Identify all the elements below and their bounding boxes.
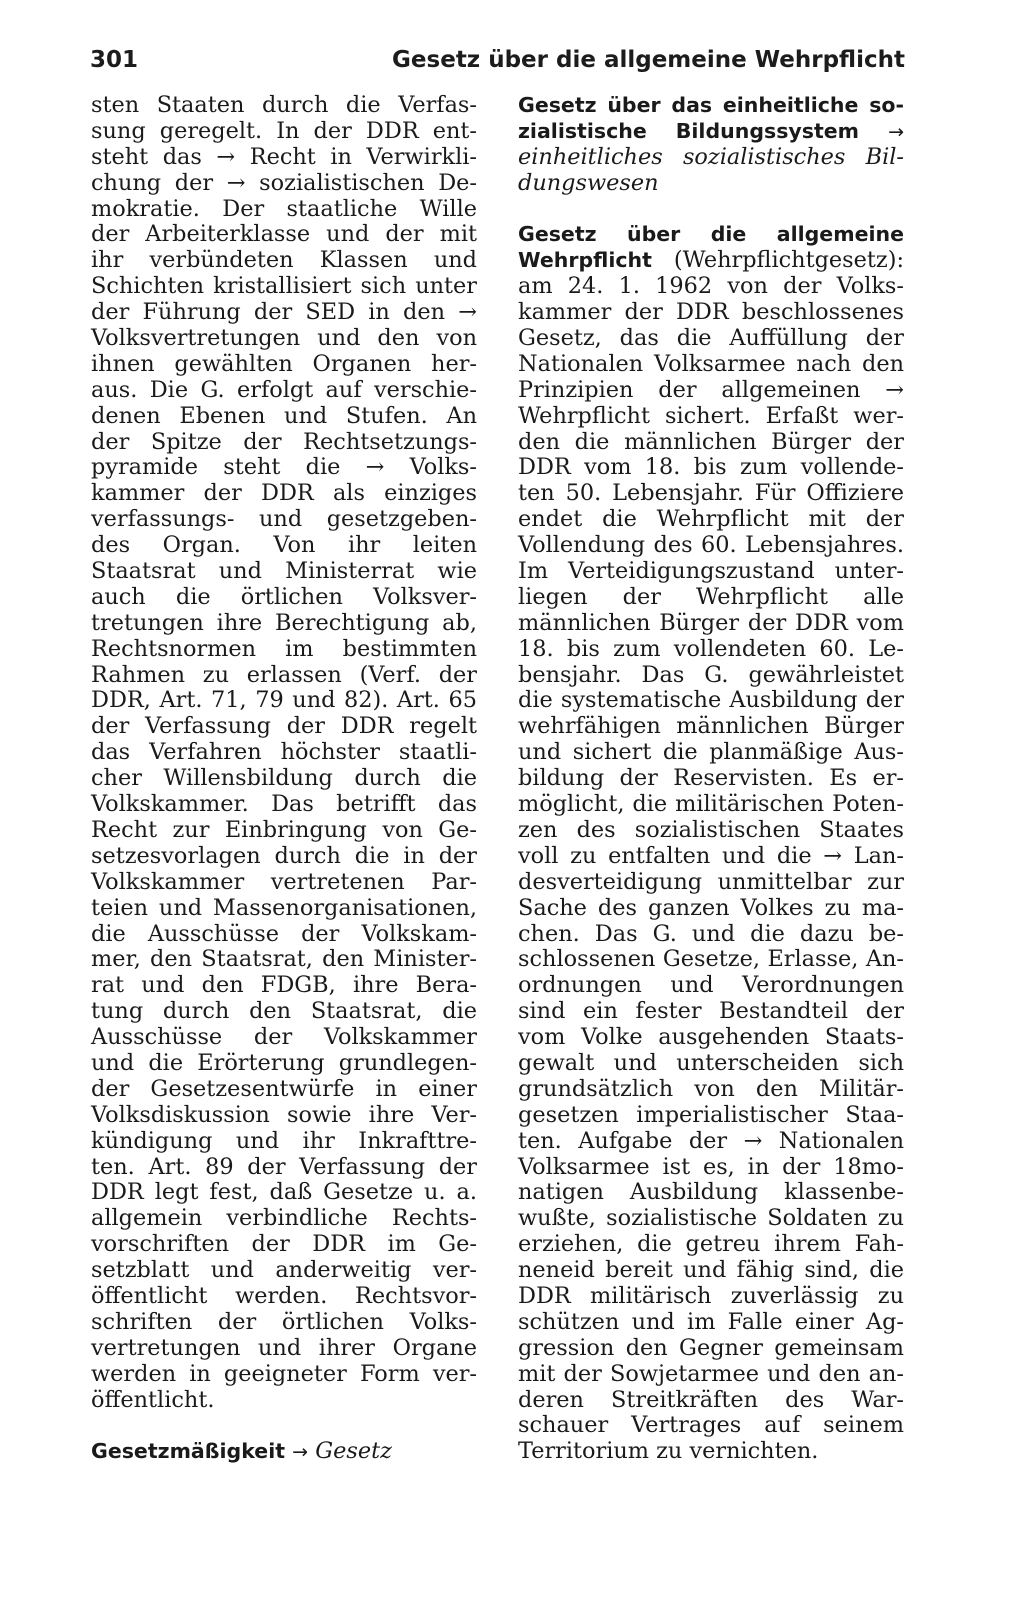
text-line: öffentlicht werden. Rechtsvor-	[91, 1282, 477, 1309]
text-line: Volksvertretungen und den von	[91, 325, 477, 352]
text-line: ordnungen und Verordnungen	[518, 972, 904, 999]
text-line: Rahmen zu erlassen (Verf. der	[91, 661, 477, 688]
text-line: neneid bereit und fähig sind, die	[518, 1257, 904, 1284]
text-line: desverteidigung unmittelbar zur	[518, 868, 904, 895]
text-line: rat und den FDGB, ihre Bera-	[91, 972, 477, 999]
text-line: kammer der DDR beschlossenes	[518, 299, 904, 326]
text-line: der Arbeiterklasse und der mit	[91, 221, 477, 248]
cross-reference-link[interactable]: einheitliches sozialistisches Bil-	[518, 143, 904, 170]
text-line: der Gesetzesentwürfe in einer	[91, 1075, 477, 1102]
text-line: des Organ. Von ihr leiten	[91, 532, 477, 559]
text-line: Ausschüsse der Volkskammer	[91, 1024, 477, 1051]
entry-heading-line	[518, 248, 904, 274]
text-line: und die Erörterung grundlegen-	[91, 1049, 477, 1076]
text-line: tretungen ihre Berechtigung ab,	[91, 609, 477, 636]
text-line: Prinzipien der allgemeinen →	[518, 376, 904, 403]
text-line: DDR militärisch zuverlässig zu	[518, 1282, 904, 1309]
text-line: vom Volke ausgehenden Staats-	[518, 1024, 904, 1051]
text-line: der Spitze der Rechtsetzungs-	[91, 428, 477, 455]
text-line: werden in geeigneter Form ver-	[91, 1360, 477, 1387]
text-line: aus. Die G. erfolgt auf verschie-	[91, 376, 477, 403]
entry-term: Gesetzmäßigkeit	[91, 1439, 286, 1464]
left-column	[91, 93, 477, 1465]
text-line: Schichten kristallisiert sich unter	[91, 273, 477, 300]
text-line: tung durch den Staatsrat, die	[91, 998, 477, 1025]
text-line: Recht zur Einbringung von Ge-	[91, 816, 477, 843]
text-line: wehrfähigen männlichen Bürger	[518, 713, 904, 740]
text-line: Nationalen Volksarmee nach den	[518, 350, 904, 377]
cross-reference-arrow: →	[888, 120, 904, 143]
text-line: Territorium zu vernichten.	[518, 1438, 819, 1465]
text-line: am 24. 1. 1962 von der Volks-	[518, 273, 904, 300]
page-header	[90, 40, 905, 80]
text-line: ten 50. Lebensjahr. Für Offiziere	[518, 480, 904, 507]
text-line: Sache des ganzen Volkes zu ma-	[518, 894, 904, 921]
text-line: ihnen gewählten Organen her-	[91, 350, 477, 377]
cross-reference-link[interactable]: Gesetz	[315, 1438, 392, 1465]
text-line: wußte, sozialistische Soldaten zu	[518, 1205, 904, 1232]
entry-spacer	[518, 197, 904, 223]
text-line: Staatsrat und Ministerrat wie	[91, 558, 477, 585]
text-line: Volkskammer. Das betrifft das	[91, 791, 477, 818]
cross-reference-arrow: →	[292, 1441, 309, 1464]
text-line: DDR legt fest, daß Gesetze u. a.	[91, 1179, 477, 1206]
text-line: der Führung der SED in den →	[91, 299, 477, 326]
text-line: deren Streitkräften des War-	[518, 1386, 904, 1413]
text-line: pyramide steht die → Volks-	[91, 454, 477, 481]
text-line: ihr verbündeten Klassen und	[91, 247, 477, 274]
text-line: mer, den Staatsrat, den Minister-	[91, 946, 477, 973]
text-line: chung der → sozialistischen De-	[91, 169, 477, 196]
text-line: Volksdiskussion sowie ihre Ver-	[91, 1101, 477, 1128]
text-line: ten. Art. 89 der Verfassung der	[91, 1153, 477, 1180]
text-line: zen des sozialistischen Staates	[518, 816, 904, 843]
text-line: bensjahr. Das G. gewährleistet	[518, 661, 904, 688]
text-line: allgemein verbindliche Rechts-	[91, 1205, 477, 1232]
text-line: setzblatt und anderweitig ver-	[91, 1257, 477, 1284]
page-number: 301	[90, 47, 139, 73]
text-line: sten Staaten durch die Verfas-	[91, 92, 477, 118]
text-line: männlichen Bürger der DDR vom	[518, 609, 904, 636]
text-line: Im Verteidigungszustand unter-	[518, 558, 904, 585]
text-line: schlossenen Gesetze, Erlasse, An-	[518, 946, 904, 973]
text-line: öffentlicht.	[91, 1386, 215, 1413]
text-line: bildung der Reservisten. Es er-	[518, 765, 904, 792]
text-line: Vollendung des 60. Lebensjahres.	[518, 532, 904, 559]
entry-term: zialistische Bildungssystem	[518, 118, 860, 143]
text-line: 18. bis zum vollendeten 60. Le-	[518, 635, 904, 662]
text-line: voll zu entfalten und die → Lan-	[518, 842, 904, 869]
text-line: schriften der örtlichen Volks-	[91, 1308, 477, 1335]
entry-heading-line: Gesetz über das einheitliche so-	[518, 93, 904, 117]
text-line: vorschriften der DDR im Ge-	[91, 1231, 477, 1258]
entry-term: Wehrpflicht	[518, 248, 652, 273]
running-title: Gesetz über die allgemeine Wehrpflicht	[392, 47, 905, 73]
text-line: verfassungs- und gesetzgeben-	[91, 506, 477, 533]
entry-heading-line: Gesetz über die allgemeine	[518, 222, 904, 247]
text-line: mit der Sowjetarmee und den an-	[518, 1360, 904, 1387]
text-line: Volkskammer vertretenen Par-	[91, 868, 477, 895]
text-line: DDR vom 18. bis zum vollende-	[518, 454, 904, 481]
text-line: mokratie. Der staatliche Wille	[91, 195, 477, 222]
text-line: Gesetz, das die Auffüllung der	[518, 325, 904, 352]
text-line: kündigung und ihr Inkrafttre-	[91, 1127, 477, 1154]
text-line: gesetzen imperialistischer Staa-	[518, 1101, 904, 1128]
text-line: gewalt und unterscheiden sich	[518, 1049, 904, 1076]
text-line: vertretungen und ihrer Organe	[91, 1334, 477, 1361]
text-line: sung geregelt. In der DDR ent-	[91, 117, 477, 144]
text-line: natigen Ausbildung klassenbe-	[518, 1179, 904, 1206]
text-line: sind ein fester Bestandteil der	[518, 998, 904, 1025]
text-line: den die männlichen Bürger der	[518, 428, 904, 455]
text-line: gression den Gegner gemeinsam	[518, 1334, 904, 1361]
text-line: möglicht, die militärischen Poten-	[518, 791, 904, 818]
text-line: und sichert die planmäßige Aus-	[518, 739, 904, 766]
text-line: ten. Aufgabe der → Nationalen	[518, 1127, 904, 1154]
text-line: schauer Vertrages auf seinem	[518, 1412, 904, 1439]
text-line: chen. Das G. und die dazu be-	[518, 920, 904, 947]
text-line: liegen der Wehrpflicht alle	[518, 583, 904, 610]
text-line: die systematische Ausbildung der	[518, 687, 904, 714]
text-line: auch die örtlichen Volksver-	[91, 583, 477, 610]
text-line: das Verfahren höchster staatli-	[91, 739, 477, 766]
text-line: die Ausschüsse der Volkskam-	[91, 920, 477, 947]
text-line: Wehrpflicht sichert. Erfaßt wer-	[518, 402, 904, 429]
entry-alias: (Wehrpflichtgesetz):	[673, 247, 904, 274]
text-line: steht das → Recht in Verwirkli-	[91, 143, 477, 170]
text-line: teien und Massenorganisationen,	[91, 894, 477, 921]
text-line: setzesvorlagen durch die in der	[91, 842, 477, 869]
text-line: cher Willensbildung durch die	[91, 765, 477, 792]
text-line: grundsätzlich von den Militär-	[518, 1075, 904, 1102]
entry-spacer	[91, 1413, 477, 1439]
text-line: der Verfassung der DDR regelt	[91, 713, 477, 740]
entry-gesetzmaessigkeit	[91, 1439, 477, 1465]
text-line: DDR, Art. 71, 79 und 82). Art. 65	[91, 687, 477, 714]
text-line: erziehen, die getreu ihrem Fah-	[518, 1231, 904, 1258]
text-line: Volksarmee ist es, in der 18mo-	[518, 1153, 904, 1180]
text-line: endet die Wehrpflicht mit der	[518, 506, 904, 533]
text-line: denen Ebenen und Stufen. An	[91, 402, 477, 429]
right-column	[518, 93, 904, 1465]
text-line: schützen und im Falle einer Ag-	[518, 1308, 904, 1335]
cross-reference-link[interactable]: dungswesen	[518, 169, 659, 196]
entry-heading-line	[518, 119, 904, 145]
text-line: Rechtsnormen im bestimmten	[91, 635, 477, 662]
text-line: kammer der DDR als einziges	[91, 480, 477, 507]
